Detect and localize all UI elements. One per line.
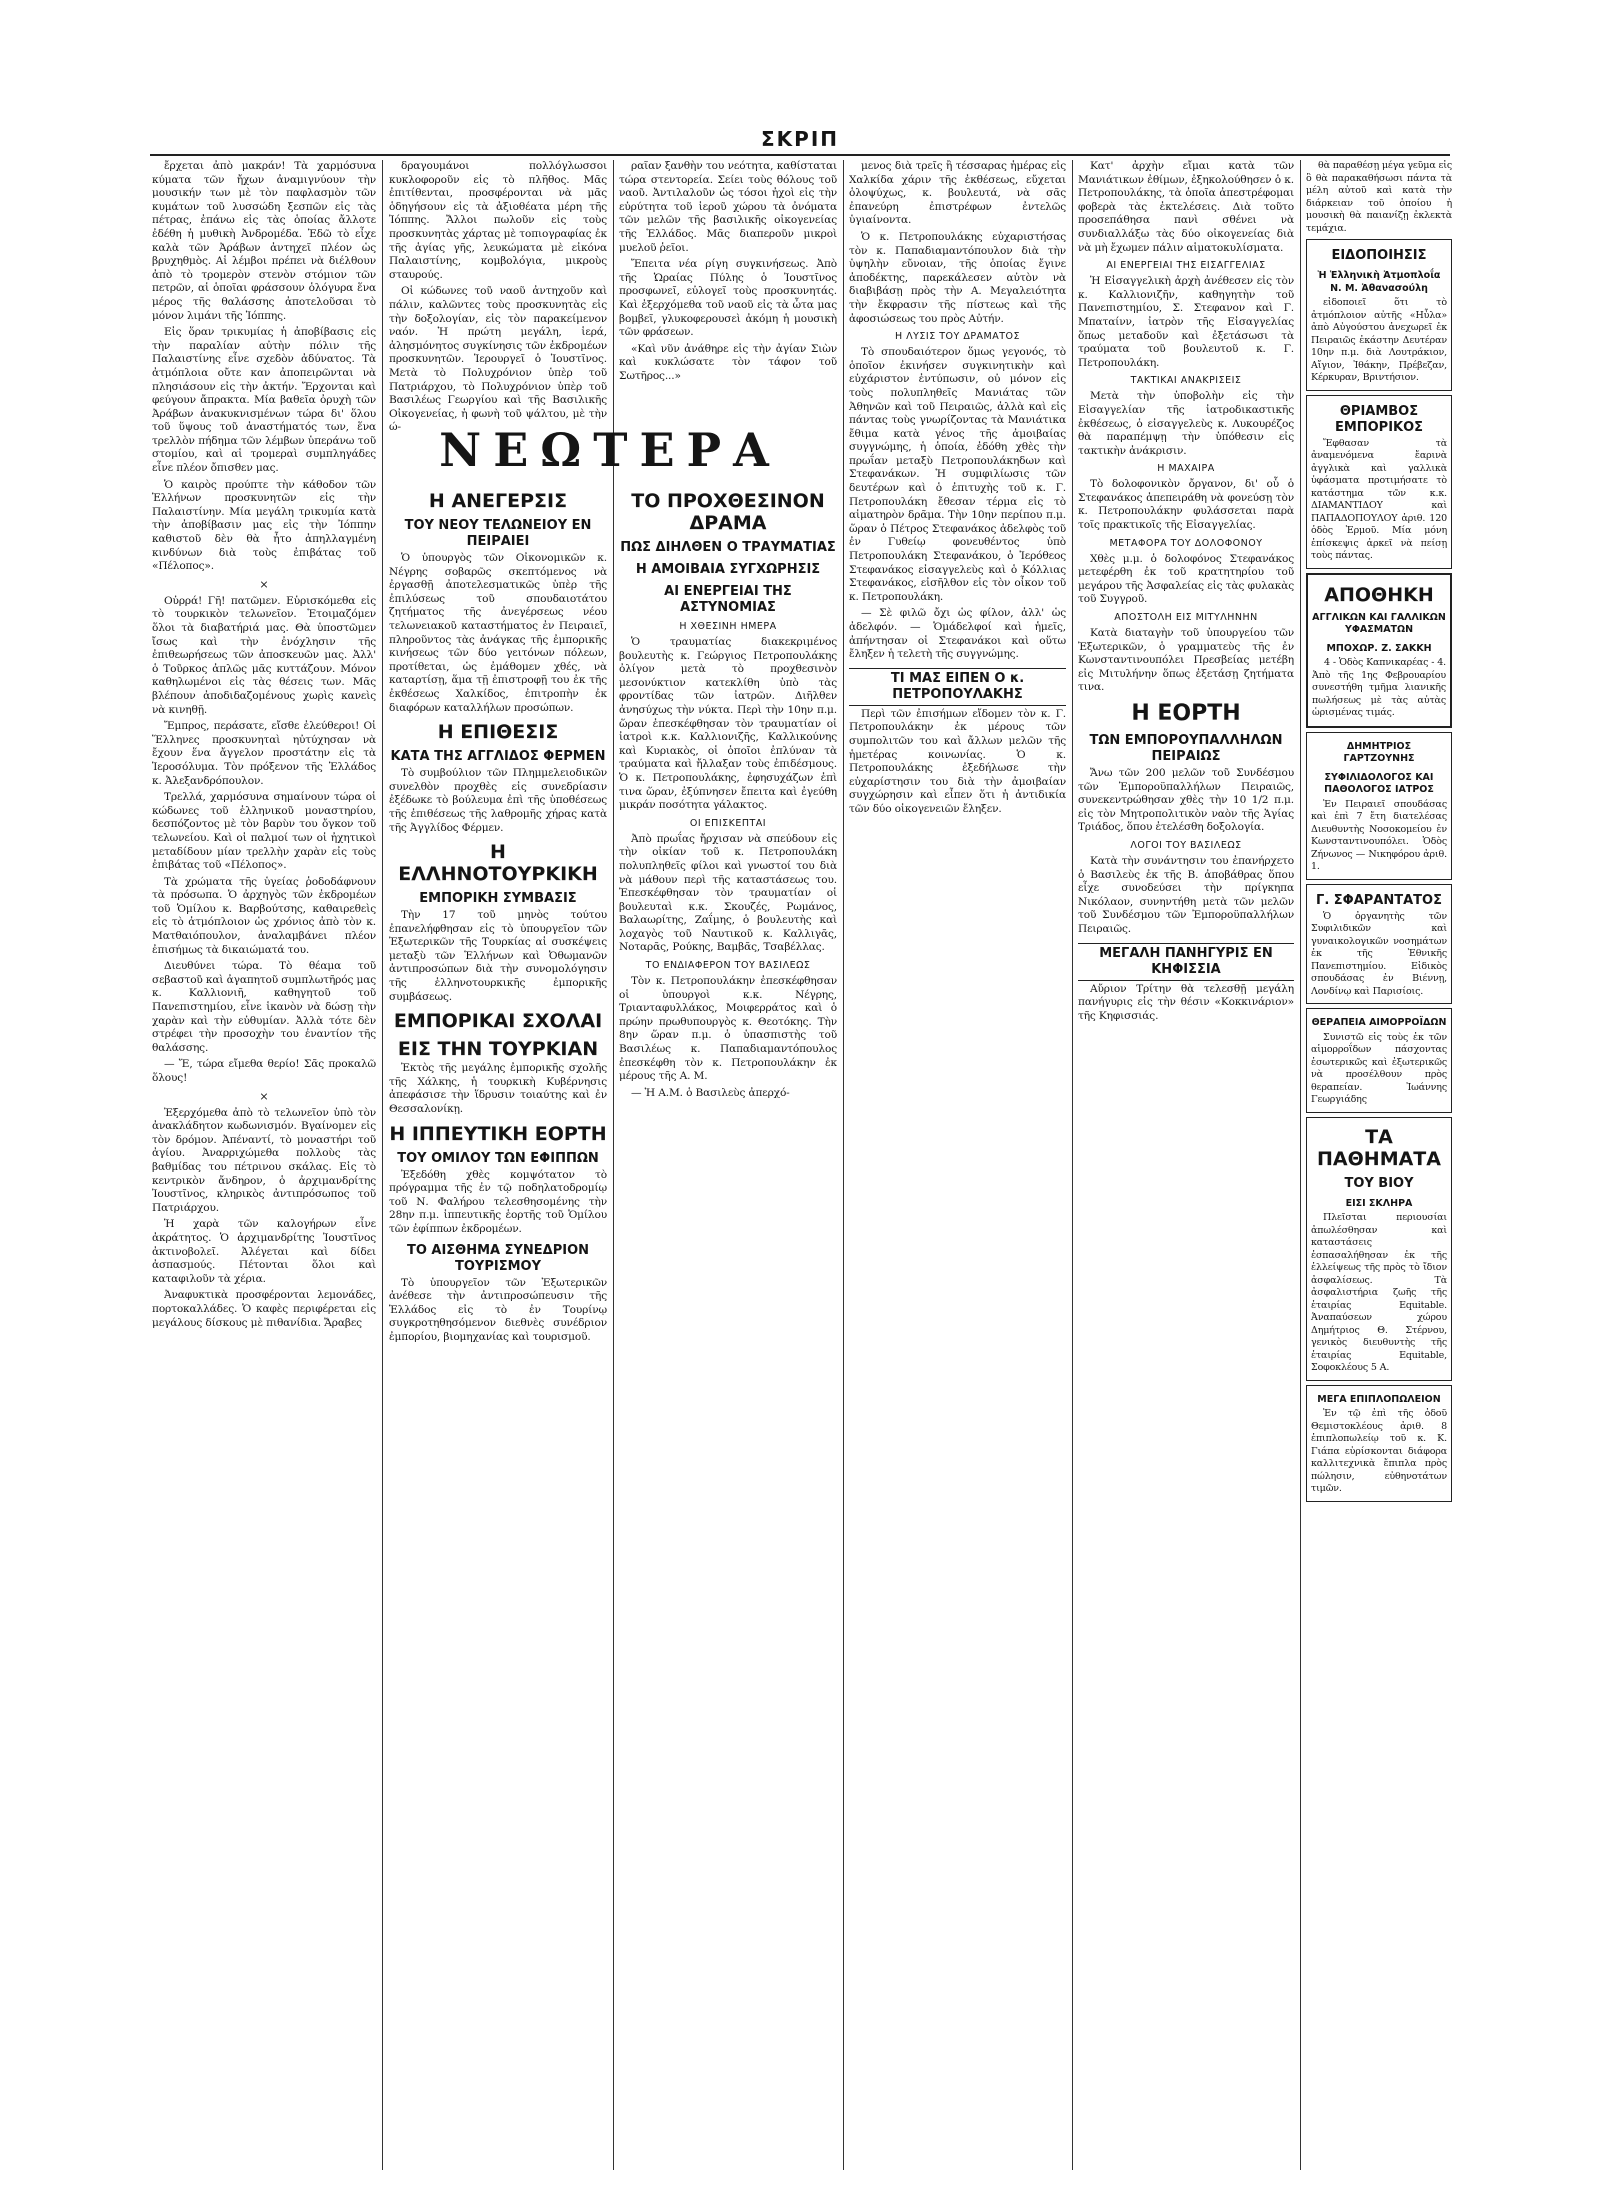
ad-therapeia (1306, 1008, 1452, 1113)
subheading: Ἡ Ἑλληνικὴ Ἀτμοπλοΐα Ν. Μ. Ἀθανασούλη (1317, 270, 1441, 294)
paragraph: 4 - Ὁδὸς Καπνικαρέας - 4. Ἀπὸ τῆς 1ης Φεβρουαρίου συνεστήθη τμῆμα λιανικῆς πωλήσεως μὲ τὰς αὐτὰς ὡρισμένας τιμάς. (1312, 657, 1446, 718)
paragraph: θὰ παραθέσῃ μέγα γεῦμα εἰς ὃ θὰ παρακαθήσωσι πάντα τὰ μέλη αὐτοῦ καὶ κατὰ τὴν διάρκειαν τοῦ ὁποίου ἡ μουσικὴ θὰ παιανίζῃ ἐκλεκτὰ τεμάχια. (1306, 160, 1452, 234)
quote: «Καὶ νῦν ἀνάθηρε εἰς τὴν ἀγίαν Σιὼν καὶ κυκλώσατε τὸν τάφον τοῦ Σωτῆρος...» (619, 342, 837, 382)
ad-thriamvos (1306, 395, 1452, 569)
column-6-ads (1306, 160, 1452, 2170)
paragraph: Τὴν 17 τοῦ μηνὸς τούτου ἐπανελήφθησαν εἰς τὸ ὑπουργεῖον τῶν Ἐξωτερικῶν τῆς Τουρκίας αἱ συσκέψεις μεταξὺ τῶν Ἑλλήνων καὶ Ὀθωμανῶν ἀντιπροσώπων διὰ τὴν συνομολόγησιν τῆς ἑλληνοτουρκικῆς ἐμπορικῆς συμβάσεως. (389, 909, 607, 1003)
column-3-news (619, 484, 837, 2170)
paragraph: Αὔριον Τρίτην θὰ τελεσθῇ μεγάλη πανήγυρις εἰς τὴν θέσιν «Κοκκινάριον» τῆς Κηφισσιάς. (1078, 982, 1294, 1022)
subheading: ΤΟΥ ΟΜΙΛΟΥ ΤΩΝ ΕΦΙΠΠΩΝ (397, 1150, 599, 1166)
paragraph: Συνιστῶ εἰς τοὺς ἐκ τῶν αἱμορροΐδων πάσχοντας ἐσωτερικῶς καὶ ἐξωτερικῶς νὰ προσέλθουν πρὸς θεραπείαν. Ἰωάννης Γεωργιάδης (1311, 1031, 1447, 1105)
paragraph: Ἀναφυκτικὰ προσφέρονται λεμονάδες, πορτοκαλλάδες. Ὁ καφὲς περιφέρεται εἰς μεγάλους δίσκους μὲ πιθανίδια. Ἄραβες (152, 1289, 376, 1329)
paragraph: Οἱ κώδωνες τοῦ ναοῦ ἀντηχοῦν καὶ πάλιν, καλῶντες τοὺς προσκυνητὰς εἰς τὴν δοξολογίαν, εἰς τὸν παρακείμενον ναόν. Ἡ πρώτη μεγάλη, ἱερά, ἀλησμόνητος συγκίνησις τῶν ἐκδρομέων προσκυνητῶν. Ἱερουργεῖ ὁ Ἰουστῖνος. Μετὰ τὸ Πολυχρόνιον ὑπὲρ τοῦ Πατριάρχου, τὸ Πολυχρόνιον ὑπὲρ τοῦ Βασιλέως Γεωργίου καὶ τῆς Βασιλικῆς Οἰκογενείας, ἡ φωνὴ τοῦ ψάλτου, μὲ τὴν ώ- (389, 285, 607, 434)
paragraph: Τὸ δολοφονικὸν ὄργανον, δι' οὗ ὁ Στεφανάκος ἀπεπειράθη νὰ φονεύσῃ τὸν κ. Πετροπουλάκην φυλάσσεται παρὰ τοῖς πρακτικοῖς τῆς Εἰσαγγελίας. (1078, 478, 1294, 532)
paragraph: Μετὰ τὴν ὑποβολὴν εἰς τὴν Εἰσαγγελίαν τῆς ἰατροδικαστικῆς ἐκθέσεως, ὁ εἰσαγγελεὺς κ. Λυκουρέζος θὰ παραπέμψῃ τὴν ὑπόθεσιν εἰς τακτικὴν ἀνάκρισιν. (1078, 390, 1294, 457)
column-4 (849, 160, 1066, 2170)
subheading: Η ΧΘΕΣΙΝΗ ΗΜΕΡΑ (679, 621, 777, 632)
heading: Γ. ΣΦΑΡΑΝΤΑΤΟΣ (1316, 892, 1442, 908)
masthead (150, 128, 1450, 156)
subheading: ΟΙ ΕΠΙΣΚΕΠΤΑΙ (689, 817, 767, 829)
separator: × (259, 577, 269, 591)
paragraph: Ἔπειτα νέα ρίγη συγκινήσεως. Ἀπὸ τῆς Ὡραίας Πύλης ὁ Ἰουστῖνος προσφωνεῖ, εὐλογεῖ τοὺς προσκυνητάς. Καὶ ἐξερχόμεθα τοῦ ναοῦ εἰς τὰ ὦτα μας βομβεῖ, γλυκοφερουσεὶ ἀκόμη ἡ μουσικὴ τῶν φράσεων. (619, 258, 837, 339)
masthead-title: ΣΚΡΙΠ (761, 127, 839, 151)
column-2-news (389, 484, 607, 2170)
subheading: ΑΠΟΣΤΟΛΗ ΕΙΣ ΜΙΤΥΛΗΝΗΝ (1114, 612, 1258, 624)
column-1 (152, 160, 376, 2170)
paragraph: Ἔμπρος, περάσατε, εἴσθε ἐλεύθεροι! Οἱ Ἕλληνες προσκυνηταὶ ηὐτύχησαν νὰ ἔχουν ἕνα ἄγγελον προστάτην εἰς τὰ Ἱεροσόλυμα. Τὸν πρόξενον τῆς Ἑλλάδος κ. Ἀλεξανδρόπουλον. (152, 720, 376, 787)
heading: ΘΕΡΑΠΕΙΑ ΑΙΜΟΡΡΟΪΔΩΝ (1311, 1017, 1447, 1028)
subheading: ΛΟΓΟΙ ΤΟΥ ΒΑΣΙΛΕΩΣ (1130, 839, 1242, 851)
paragraph: Ἡ Εἰσαγγελικὴ ἀρχὴ ἀνέθεσεν εἰς τὸν κ. Καλλιονιζῆν, καθηγητὴν τοῦ Πανεπιστημίου, Σ. Στεφανον καὶ Γ. Μπαταίνν, ἰατρὸν τῆς Εἰσαγγελίας ὅπως μεταδοῦν καὶ ἐξετάσωσι τὰ τραύματα τοῦ βουλευτοῦ κ. Γ. Πετροπουλάκη. (1078, 275, 1294, 369)
subheading: Η ΜΑΧΑΙΡΑ (1157, 463, 1215, 475)
heading: Η ΕΠΙΘΕΣΙΣ (437, 721, 559, 744)
ad-epiplopoleion (1306, 1385, 1452, 1502)
column-rule (843, 160, 844, 2170)
subheading: ΤΟ ΕΝΔΙΑΦΕΡΟΝ ΤΟΥ ΒΑΣΙΛΕΩΣ (645, 960, 811, 972)
paragraph: Ὁ καιρὸς προύπτε τὴν κάθοδον τῶν Ἑλλήνων προσκυνητῶν εἰς τὴν Παλαιστίνην. Μία μεγάλη τρικυμία κατὰ τὴν ἀποβίβασιν μας εἰς τὴν Ἰόππην καθιστοῦ δὲν θὰ ἦτο ἀπηλλαγμένη κινδύνων διὰ τοὺς ἐπιβάτας τοῦ «Πέλοπος». (152, 478, 376, 573)
ad-pathimata (1306, 1117, 1452, 1381)
paragraph: Ἄνω τῶν 200 μελῶν τοῦ Συνδέσμου τῶν Ἐμποροϋπαλλήλων Πειραιῶς, συνεκεντρώθησαν χθὲς τὴν 10 1/2 π.μ. εἰς τὸν Μητροπολιτικὸν ναὸν τῆς Ἁγίας Τριάδος, ὅπου ἐτελέσθη δοξολογία. (1078, 767, 1294, 834)
subheading: ΤΟΥ ΝΕΟΥ ΤΕΛΩΝΕΙΟΥ ΕΝ ΠΕΙΡΑΙΕΙ (404, 518, 592, 549)
paragraph: — Ἡ Α.Μ. ὁ Βασιλεὺς ἀπερχό- (631, 1086, 790, 1099)
ad-farantatos (1306, 884, 1452, 1005)
subheading: ΕΙΣ ΤΗΝ ΤΟΥΡΚΙΑΝ (397, 1038, 599, 1061)
heading: ΕΙΔΟΠΟΙΗΣΙΣ (1331, 248, 1427, 263)
paragraph: Τὰ χρώματα τῆς ὑγείας ῥοδοδάφνουν τὰ πρόσωπα. Ὁ ἀρχηγὸς τῶν ἐκδρομέων τοῦ Ὁμίλου κ. Βαρβούτσης, καθαιρεθεὶς εἰς τὸ ἀτμόπλοιον ὡς χρόνιος ἀπὸ τὸν κ. Ματθαιόπουλον, ἀναλαμβάνει πλέον ἐπισήμως τὰ δικαιώματά του. (152, 875, 376, 956)
paragraph: Τὸ σπουδαιότερον ὅμως γεγονός, τὸ ὁποῖον ἐκινήσεν συγκινητικὴν καὶ εὐχάριστον ἐντύπωσιν, οὐ μόνον εἰς τοὺς πολυπληθεῖς Μανιάτας τῶν Ἀθηνῶν καὶ τοῦ Πειραιῶς, ἀλλὰ καὶ εἰς πάντας τοὺς γνωρίζοντας τὰ Μανιάτικα ἔθιμα κατὰ γένος τῆς ἀμοιβαίας συγγνώμης, ἡ ὁποία, ἐδόθη χθὲς τὴν πρωΐαν μεταξὺ Πετροπουλάκηδων καὶ Στεφανάκων. Ἡ συμφιλίωσις τῶν δευτέρων καὶ ὁ ἐπιτυχὴς τοῦ κ. Γ. Πετροπουλάκη ἔθεσαν τέρμα εἰς τὸ αἱματηρὸν δρᾶμα. Τὴν 10ην περίπου π.μ. ὥραν ὁ Πέτρος Στεφανάκος ἀδελφὸς τοῦ ἐν Γυθείῳ φονευθέντος ὑπὸ Πετροπουλάκη Στεφανάκου, ὁ Ἰερόθεος Στεφανάκος εἰσαγγελεὺς καὶ ὁ Κόλλιας Στεφανάκος, εἰσῆλθον εἰς τὸν οἶκον τοῦ κ. Πετροπουλάκη. (849, 346, 1066, 603)
heading: Η ΕΛΛΗΝΟΤΟΥΡΚΙΚΗ (398, 841, 598, 886)
paragraph: Ἐξερχόμεθα ἀπὸ τὸ τελωνεῖον ὑπὸ τὸν ἀνακλάδητον κωδωνισμόν. Βγαίνομεν εἰς τὸν δρόμον. Ἀπέναντί, τὸ μοναστήρι τοῦ ἀγίου. Ἀναρριχώμεθα πολλοὺς τὰς βαθμίδας του πέτρινου σκάλας. Εἰς τὸ κεντρικὸν ἄνδηρον, ὁ ἀρχιμανδρίτης Ἰουστῖνος, κληρικὸς ἀντιπρόσωπος τοῦ Πατριάρχου. (152, 1106, 376, 1214)
paragraph: δραγουμάνοι πολλόγλωσσοι κυκλοφοροῦν εἰς τὸ πλῆθος. Μᾶς ἐπιτίθενται, προσφέρονται νὰ μᾶς ὁδηγήσουν εἰς τὰ ἀξιοθέατα μέρη τῆς Ἰόππης. Ἄλλοι πωλοῦν εἰς τοὺς προσκυνητὰς χάρτας μὲ τοπιογραφίας ἐκ τῆς ἁγίας γῆς, λευκώματα μὲ εἰκόνα Παλαιστίνης, κομβολόγια, μικροὺς σταυρούς. (389, 160, 607, 281)
column-5 (1078, 160, 1294, 2170)
paragraph: Κατὰ τὴν συνάντησιν του ἐπανήρχετο ὁ Βασιλεὺς ἐκ τῆς Β. ἀποβάθρας ὅπου εἶχε συνοδεύσει τὴν πρίγκηπα Νικόλαον, συνηντήθη μετὰ τῶν μελῶν τοῦ Συνδέσμου τῶν Ἐμποροϋπαλλήλων Πειραιῶς. (1078, 854, 1294, 935)
paragraph: — Σὲ φιλῶ ὄχι ὡς φίλον, ἀλλ' ὡς ἀδελφόν. — Ὁμάδελφοί καὶ ἡμεῖς, ἀπήντησαν οἱ Στεφανάκοι καὶ οὕτω ἔληξεν ἡ τελετὴ τῆς συγγνώμης. (849, 607, 1066, 661)
paragraph: Τὸν κ. Πετροπουλάκην ἐπεσκέφθησαν οἱ ὑπουργοὶ κ.κ. Νέγρης, Τριανταφυλλάκος, Μοιφερράτος καὶ ὁ πρώην πρωθυπουργὸς κ. Θεοτόκης. Τὴν 8ην ὥραν π.μ. ὁ ὑπασπιστὴς τοῦ Βασιλέως κ. Παπαδιαμαντόπουλος ἐπεσκέφθη τὸν κ. Πετροπουλάκην ἐκ μέρους τῆς Α. Μ. (619, 975, 837, 1083)
paragraph: ἔρχεται ἀπὸ μακράν! Τὰ χαρμόσυνα κύματα τῶν ἤχων ἀναμιγνύουν τὴν μουσικήν των μὲ τὸν παφλασμὸν τῶν κυμάτων τοῦ λυσσώδη ξεσπῶν εἰς τὰς πέτρας, ἐπάνω εἰς τὰς ὁποίας ἄλλοτε ἐδέθη ἡ μυθικὴ Ἀνδρομέδα. Ἐδῶ τὸ εἶχε καλὰ τῶν Ἀράβων ἀντηχεῖ πλέον ὡς βρυχηθμὸς. Αἱ λέμβοι πρέπει νὰ διέλθουν ἀπὸ τὸ τρομερὸν στενὸν στόμιον τῶν πετρῶν, αἱ ὁποῖαι φράσσουν ὁλόγυρα ἕνα μέρος τῆς θαλάσσης ἀποτελοῦσαι τὸ μόνον λιμάνι τῆς Ἰόππης. (152, 160, 376, 322)
subheading: ΕΜΠΟΡΙΚΗ ΣΥΜΒΑΣΙΣ (419, 891, 577, 907)
subheading: ΠΩΣ ΔΙΗΛΘΕΝ Ο ΤΡΑΥΜΑΤΙΑΣ (620, 540, 836, 555)
paragraph: Ὁ τραυματίας διακεκριμένος βουλευτὴς κ. Γεώργιος Πετροπουλάκης ὀλίγον μετὰ τὸ προχθεσινὸν μεσονύκτιον κατεκλίθη ὑπὸ τὰς φροντίδας τῶν ἰατρῶν. Διῆλθεν ἀνησύχως τὴν νύκτα. Περὶ τὴν 10ην π.μ. ὥραν ἐπεσκέφθησαν τὸν τραυματίαν οἱ ἰατροὶ κ.κ. Καλλιονιζῆς, Καλλικούνης καὶ Κυριακὸς, οἱ ὁποῖοι ἐπλύναν τὰ τραύματα καὶ ἤλλαξαν τοὺς ἐπιδέσμους. Ὁ κ. Πετροπουλάκης, ἐφησυχάζων ἐπὶ τινα ὥραν, ἐξύπνησεν ἔπειτα καὶ ἐγεύθη μικράν ποσότητα γάλακτος. (619, 636, 837, 812)
subheading: ΜΠΟΧΩΡ. Ζ. ΣΑΚΚΗ (1326, 642, 1432, 654)
paragraph: Ἀπὸ πρωΐας ἤρχισαν νὰ σπεύδουν εἰς τὴν οἰκίαν τοῦ κ. Πετροπουλάκη πολυπληθεῖς φίλοι καὶ γνωστοί του διὰ νὰ μάθουν περὶ τῆς καταστάσεως του. Ἐπεσκέφθησαν τὸν τραυματίαν οἱ βουλευταὶ κ.κ. Σκουζές, Ρωμάνος, Βαλαωρίτης, Ζαΐμης, ὁ βουλευτὴς καὶ λοχαγὸς τοῦ Ναυτικοῦ κ. Καλλιγᾶς, Νοταρᾶς, Ρούκης, Βαμβᾶς, Τσαβέλλας. (619, 832, 837, 954)
paragraph: Τὸ συμβούλιον τῶν Πλημμελειοδικῶν συνελθὸν προχθὲς εἰς συνεδρίασιν ἐξέδωκε τὸ βούλευμα ἐπὶ τῆς ὑποθέσεως τῆς ἐπιθέσεως τῆς λαθρομῆς χήρας κατὰ τῆς Ἀγγλίδος Φέρμεν. (389, 767, 607, 834)
heading: ΜΕΓΑ ΕΠΙΠΛΟΠΩΛΕΙΟΝ (1317, 1393, 1441, 1405)
column-rule (1072, 160, 1073, 2170)
paragraph: Κατ' ἀρχὴν εἴμαι κατὰ τῶν Μανιάτικων ἐθίμων, ἐξηκολούθησεν ὁ κ. Πετροπουλάκης, τὰ ὁποῖα ἀπεστρέφομαι φοβερὰ τὰς ἐκτελέσεις. Διὰ τοῦτο προσεπάθησα πανὶ σθένει νὰ συνδιαλλάξω τὰς δύο οἰκογενείας διὰ νὰ μὴ ἔχωμεν πάλιν αἱματοκυλίσματα. (1078, 160, 1294, 254)
heading: ΜΕΓΑΛΗ ΠΑΝΗΓΥΡΙΣ ΕΝ ΚΗΦΙΣΣΙΑ (1078, 943, 1294, 981)
heading: ΔΗΜΗΤΡΙΟΣ ΓΑΡΤΖΟΥΝΗΣ (1343, 740, 1415, 764)
column-rule (382, 160, 383, 2170)
paragraph: Ἐν Πειραιεῖ σπουδάσας καὶ ἐπὶ 7 ἔτη διατελέσας Διευθυντὴς Νοσοκομείου ἐν Κωνσταντινουπόλει. Ὁδὸς Ζήνωνος — Νικηφόρου ἀριθ. 1. (1311, 798, 1447, 872)
paragraph: Τρελλά, χαρμόσυνα σημαίνουν τώρα οἱ κώδωνες τοῦ ἑλληνικοῦ μοναστηρίου, δεσπόζοντος μὲ τὸν βαρὺν του ὄγκον τοῦ τελωνείου. Καὶ οἱ παλμοί των οἱ ἠχητικοὶ μεταδίδουν μίαν τρελλὴν χαρὰν εἰς τοὺς ἐπιβάτας τοῦ «Πέλοπος». (152, 791, 376, 872)
subheading: ΣΥΦΙΛΙΔΟΛΟΓΟΣ ΚΑΙ ΠΑΘΟΛΟΓΟΣ ΙΑΤΡΟΣ (1324, 771, 1434, 795)
subheading: ΑΓΓΛΙΚΩΝ ΚΑΙ ΓΑΛΛΙΚΩΝ ΥΦΑΣΜΑΤΩΝ (1312, 611, 1446, 635)
paragraph: Διευθύνει τώρα. Τὸ θέαμα τοῦ σεβαστοῦ καὶ ἀγαπητοῦ συμπλωτῆρός μας κ. Καλλιονιῆ, καθηγητοῦ τοῦ Πανεπιστημίου, εἶνε ἱκανὸν νὰ δώσῃ τὴν χαρὰν καὶ τὴν εὐθυμίαν. Ἀλλὰ τότε δὲν στρέφει τὴν προσοχὴν του ἐναντίον τῆς θαλάσσης. (152, 960, 376, 1054)
subheading: ΤΑΚΤΙΚΑΙ ΑΝΑΚΡΙΣΕΙΣ (1130, 375, 1242, 387)
subheading: ΤΟΥ ΒΙΟΥ (1344, 1175, 1414, 1191)
paragraph: Ὁ κ. Πετροπουλάκης εὐχαριστήσας τὸν κ. Παπαδιαμαντόπουλον διὰ τὴν ὑψηλὴν εὔνοιαν, τῆς ὁποίας ἔγινε ἀποδέκτης, παρεκάλεσεν αὐτὸν νὰ διαβιβάσῃ πρὸς τὴν Α. Μεγαλειότητα τὴν ἔκφρασιν τῆς πίστεως καὶ τῆς ἀφοσιώσεως του πρὸς Αὐτήν. (849, 230, 1066, 325)
paragraph: Ἐν τῷ ἐπὶ τῆς ὁδοῦ Θεμιστοκλέους ἀριθ. 8 ἐπιπλοπωλείῳ τοῦ κ. Κ. Γιάπα εὑρίσκονται διάφορα καλλιτεχνικὰ ἔπιπλα πρὸς πώλησιν, εὐθηνοτάτων τιμῶν. (1311, 1408, 1447, 1494)
column-2-top (389, 160, 607, 434)
paragraph: Οὐρρά! Γῆ! πατῶμεν. Εὑρισκόμεθα εἰς τὸ τουρκικὸν τελωνεῖον. Ἑτοιμαζόμεν ὅλοι τὰ διαβατήριά μας. Θὰ ὑποστῶμεν ἴσως καὶ τὴν ἐνόχλησιν τῆς ἐπιθεωρήσεως τῶν ἀποσκευῶν μας. Ἀλλ' ὁ Τοῦρκος ἀπλῶς μᾶς κυττάζουν. Μόνον καθηλωμένοι εἰς τὰς θέσεις των. Μᾶς βλέπουν ἀποδιδαζομένους χωρὶς κανεὶς νὰ κινηθῇ. (152, 594, 376, 716)
paragraph: μενος διὰ τρεῖς ἢ τέσσαρας ἡμέρας εἰς Χαλκίδα χάριν τῆς ἐκθέσεως, εὔχεται ὁλοψύχως, κ. βουλευτά, νὰ σᾶς ἐπανεύρη ἐπιστρέφων ἐντελῶς ὑγιαίνοντα. (849, 160, 1066, 227)
paragraph: Τὸ ὑπουργεῖον τῶν Ἐξωτερικῶν ἀνέθεσε τὴν ἀντιπροσώπευσιν τῆς Ἑλλάδος εἰς τὸ ἐν Τουρίνῳ συγκροτηθησόμενον διεθνὲς συνέδριον ἐμπορίου, βιομηχανίας καὶ τουρισμοῦ. (389, 1276, 607, 1343)
heading: ΤΙ ΜΑΣ ΕΙΠΕΝ Ο κ. ΠΕΤΡΟΠΟΥΛΑΚΗΣ (849, 668, 1066, 706)
paragraph: ραῖαν ξανθὴν του νεότητα, καθίσταται τώρα στεντορεία. Σείει τοὺς θόλους τοῦ ναοῦ. Ἀντιλαλοῦν ὡς τόσοι ἠχοὶ εἰς τὴν εὐρύτητα τοῦ ἱεροῦ χώρου τὰ ὀνόματα τῶν μελῶν τῆς βασιλικῆς οἰκογενείας τῆς Ἑλλάδος. Μᾶς διαπεροῦν μικροὶ μυελοῦ ῥεῖοι. (619, 160, 837, 254)
subheading: ΜΕΤΑΦΟΡΑ ΤΟΥ ΔΟΛΟΦΟΝΟΥ (1109, 537, 1263, 549)
subheading: ΚΑΤΑ ΤΗΣ ΑΓΓΛΙΔΟΣ ΦΕΡΜΕΝ (390, 749, 606, 765)
heading: ΤΑ ΠΑΘΗΜΑΤΑ (1317, 1125, 1441, 1170)
heading: Η ΙΠΠΕΥΤΙΚΗ ΕΟΡΤΗ (389, 1122, 607, 1145)
heading: ΕΜΠΟΡΙΚΑΙ ΣΧΟΛΑΙ (393, 1010, 603, 1033)
column-3-top (619, 160, 837, 415)
heading: ΑΠΟΘΗΚΗ (1324, 583, 1434, 606)
neotera-banner: ΝΕΩΤΕΡΑ (439, 423, 781, 477)
paragraph: εἰδοποιεῖ ὅτι τὸ ἀτμόπλοιον αὐτῆς «Ηὖλα» ἀπὸ Αὐγούστου ἀνεχωρεῖ ἐκ Πειραιῶς ἐκάστην Δευτέραν 10ην π.μ. διὰ Λουτράκιον, Αἴγιον, Ἰθάκην, Πρέβεζαν, Κέρκυραν, Βριντήσιον. (1311, 297, 1447, 383)
subheading: ΑΙ ΕΝΕΡΓΕΙΑΙ ΤΗΣ ΕΙΣΑΓΓΕΛΙΑΣ (1106, 260, 1266, 272)
ad-eidopoiisis (1306, 239, 1452, 391)
heading: ΤΟ ΠΡΟΧΘΕΣΙΝΟΝ ΔΡΑΜΑ (631, 490, 825, 534)
paragraph: Κατὰ διαταγὴν τοῦ ὑπουργείου τῶν Ἐξωτερικῶν, ὁ γραμματεὺς τῆς ἐν Κωνσταντινουπόλει Πρεσβείας μετέβη εἰς Μιτυλήνην ὅπως ἐξετάσῃ ζητήματα τινα. (1078, 627, 1294, 694)
paragraph: — Ἔ, τώρα εἴμεθα θερίο! Σᾶς προκαλῶ ὅλους! (152, 1058, 376, 1084)
subheading: ΑΙ ΕΝΕΡΓΕΙΑΙ ΤΗΣ ΑΣΤΥΝΟΜΙΑΣ (664, 584, 792, 615)
separator: × (259, 1089, 269, 1103)
paragraph: Ἐκτὸς τῆς μεγάλης ἐμπορικῆς σχολῆς τῆς Χάλκης, ἡ τουρκικὴ Κυβέρνησις ἀπεφάσισε τὴν ἵδρυσιν τοιαύτης καὶ ἐν Θεσσαλονίκῃ. (389, 1062, 607, 1116)
heading: Η ΕΟΡΤΗ (1131, 701, 1241, 726)
heading: ΘΡΙΑΜΒΟΣ ΕΜΠΟΡΙΚΟΣ (1334, 403, 1424, 435)
subheading: ΤΩΝ ΕΜΠΟΡΟΥΠΑΛΛΗΛΩΝ ΠΕΙΡΑΙΩΣ (1089, 733, 1283, 764)
heading: ΤΟ ΑΙΣΘΗΜΑ ΣΥΝΕΔΡΙΟΝ ΤΟΥΡΙΣΜΟΥ (406, 1242, 590, 1274)
paragraph: Ἡ χαρὰ τῶν καλογήρων εἶνε ἀκράτητος. Ὁ ἀρχιμανδρίτης Ἰουστῖνος ἀκτινοβολεῖ. Ἀλέγεται καὶ δίδει ἀσπασμούς. Πέτονται ὅλοι καὶ καταφιλοῦν τὰ χέρια. (152, 1218, 376, 1285)
paragraph: Χθὲς μ.μ. ὁ δολοφόνος Στεφανάκος μετεφέρθη ἐκ τοῦ κρατητηρίου τοῦ μεγάρου τῆς Ἀσφαλείας εἰς τὰς φυλακὰς τοῦ Συγγροῦ. (1078, 552, 1294, 606)
subheading: ΕΙΣΙ ΣΚΛΗΡΑ (1345, 1197, 1413, 1209)
paragraph: Ὁ ὀργανητὴς τῶν Συφιλιδικῶν καὶ γυναικολογικῶν νοσημάτων ἐκ τῆς Ἐθνικῆς Πανεπιστημίου. Εἰδικὸς σπουδάσας ἐν Βιέννῃ, Λονδίνῳ καὶ Παρισίοις. (1311, 910, 1447, 997)
paragraph: Ἔφθασαν τὰ ἀναμενόμενα ἔαρινὰ ἀγγλικὰ καὶ γαλλικὰ ὑφάσματα προτιμήσατε τὸ κατάστημα τῶν κ.κ. ΔΙΑΜΑΝΤΙΔΟΥ καὶ ΠΑΠΑΔΟΠΟΥΛΟΥ ἀριθ. 120 ὁδὸς Ἑρμοῦ. Μία μόνη ἐπίσκεψις ἀρκεῖ νὰ πείσῃ τοὺς πάντας. (1311, 437, 1447, 561)
heading: Η ΑΝΕΓΕΡΣΙΣ (428, 490, 568, 512)
column-rule (1300, 160, 1301, 2170)
paragraph: Ὁ ὑπουργὸς τῶν Οἰκονομικῶν κ. Νέγρης σοβαρῶς σκεπτόμενος νὰ ἐργασθῇ ἀποτελεσματικῶς ὑπὲρ τῆς ἐπιλύσεως τοῦ σπουδαιοτάτου ζητήματος τῆς ἀνεγέρσεως νέου τελωνειακοῦ καταστήματος ἐν Πειραιεῖ, πληροῦντος τὰς ἀνάγκας τῆς ἐμπορικῆς κινήσεως τῶν δύο γειτόνων πόλεων, προτίθεται, ὡς ἐμάθομεν χθές, νὰ καταρτίσῃ, ἅμα τῇ ἐπιστροφῇ του ἐκ τῆς ἐκθέσεως Χαλκίδος, ἐπιτροπὴν ἐκ διαφόρων καταλλήλων προσώπων. (389, 552, 607, 714)
ad-gartzounis (1306, 732, 1452, 880)
paragraph: Περὶ τῶν ἐπισήμων εἴδομεν τὸν κ. Γ. Πετροπουλάκην ἐκ μέρους τῶν συμπολιτῶν του καὶ ἄλλων μελῶν τῆς ἡμετέρας κοινωνίας. Ὁ κ. Πετροπουλάκης ἐξεδήλωσε τὴν εὐχαρίστησιν του διὰ τὴν ἀμοιβαίαν συγχώρησιν καὶ εἶπεν ὅτι ἡ ἀντιδικία τῶν δύο οἰκογενειῶν ἔληξεν. (849, 707, 1066, 815)
paragraph: Πλεῖσται περιουσίαι ἀπωλέσθησαν καὶ καταστάσεις ἐσπασαλήθησαν ἐκ τῆς ἐλλείψεως τῆς πρὸς τὸ ἴδιον ἀσφαλίσεως. Τὰ ἀσφαλιστήρια ζωῆς τῆς ἑταιρίας Equitable. Ἀναπαύσεων χώρου Δημήτριος Θ. Στέρνου, γενικὸς διευθυντὴς τῆς ἑταιρίας Equitable, Σοφοκλέους 5 Α. (1311, 1212, 1447, 1373)
paragraph: Ἐξεδόθη χθὲς κομψότατον τὸ πρόγραμμα τῆς ἐν τῷ ποδηλατοδρομίῳ τοῦ Ν. Φαλήρου τελεσθησομένης τὴν 28ην π.μ. ἱππευτικῆς ἑορτῆς τοῦ Ὁμίλου τῶν ἐφίππων ἐκδρομέων. (389, 1168, 607, 1235)
subheading: Η ΛΥΣΙΣ ΤΟΥ ΔΡΑΜΑΤΟΣ (894, 331, 1021, 343)
subheading: Η ΑΜΟΙΒΑΙΑ ΣΥΓΧΩΡΗΣΙΣ (635, 562, 821, 577)
ad-apothiki (1306, 573, 1452, 728)
paragraph: Εἰς ὅραν τρικυμίας ἡ ἀποβίβασις εἰς τὴν παραλίαν αὐτὴν πόλιν τῆς Παλαιστίνης εἶνε σχεδὸν ἀδύνατος. Τὰ ἀτμόπλοια οὔτε καν ἀποπειρῶνται νὰ πλησιάσουν εἰς τὴν ἀκτήν. Ἔρχονται καὶ φεύγουν ἄπρακτα. Μία βαθεῖα ὀρυχὴ τῶν Ἀράβων ἀνακυκνισμένων τώρα δι' ὅλου τοῦ ὕψους τοῦ ἀναστήματός των, ἕνα τρελλὸν πήδημα τῶν λέμβων ὑπεράνω τοῦ στομίου, καὶ αἱ τρομεραὶ συμπληγάδες εἶνε πλέον ὄπισθεν μας. (152, 326, 376, 475)
